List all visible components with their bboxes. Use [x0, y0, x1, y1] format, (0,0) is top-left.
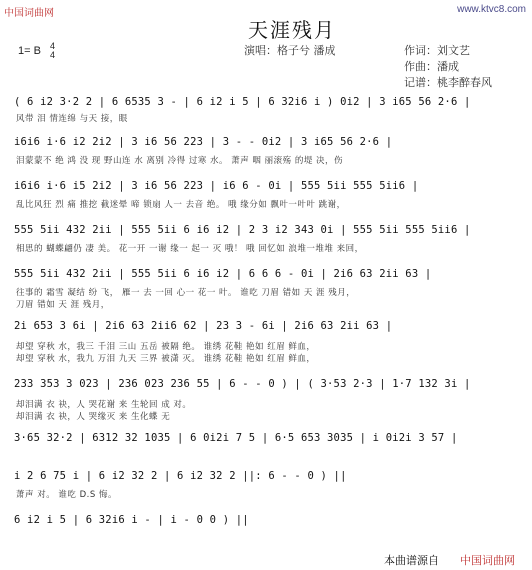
- song-title: 天涯残月: [248, 18, 336, 42]
- footer-site-name: 中国词曲网: [460, 555, 515, 567]
- time-bottom: 4: [50, 50, 56, 60]
- lyric-row-3: 乱比风狂 烈 痛 推挖 截迷晕 啼 锁扇 人一 去音 绝。 哦 缘分如 飘叶一叶叶 跳谢，: [16, 200, 346, 210]
- key-label: 1= B: [18, 44, 41, 57]
- notation-row-5: 555 5ii 432 2ii | 555 5ii 6 i6 i2 | 6 6 6 - 0i | 2i6 63 2ii 63 |: [14, 268, 432, 280]
- notation-row-7: 233 353 3 023 | 236 023 236 55 | 6 - - 0 ) | ( 3·53 2·3 | 1·7 132 3i |: [14, 378, 471, 390]
- time-top: 4: [50, 41, 56, 51]
- notation-row-4: 555 5ii 432 2ii | 555 5ii 6 i6 i2 | 2 3 i2 343 0i | 555 5ii 555 5ii6 |: [14, 224, 471, 236]
- lyric-row-5b: 刀眉 错如 天 涯 残月，: [16, 300, 110, 310]
- lyric-row-2: 泪蒙蒙不 绝 鸿 没 现 野山连 水 离别 冷得 过寒 水。 萧声 咽 丽滚殇 的堤 决，伤: [16, 156, 344, 166]
- transcriber-credit: 记谱：桃李醉春风: [404, 76, 492, 89]
- lyricist-credit: 作词：刘文艺: [404, 44, 470, 57]
- footer-source-label: 本曲谱源自: [384, 555, 439, 567]
- notation-row-6: 2i 653 3 6i | 2i6 63 2ii6 62 | 23 3 - 6i | 2i6 63 2ii 63 |: [14, 320, 393, 332]
- lyric-row-1: 风带 泪 情连绵 与天 接，眼: [16, 114, 128, 124]
- watermark-top-left: 中国词曲网: [4, 8, 54, 19]
- lyric-row-6a: 却望 穿秋 水，我三 千泪 三山 五岳 被隔 绝。 谁绣 花鞋 艳如 红眉 鲜血，: [16, 342, 316, 352]
- lyric-row-7b: 却泪满 衣 袂，人 哭缘灭 来 生化蝶 无: [16, 412, 171, 422]
- notation-row-8: 3·65 32·2 | 6312 32 1035 | 6 0i2i 7 5 | 6·5 653 3035 | i 0i2i 3 57 |: [14, 432, 458, 444]
- lyric-row-7a: 却泪满 衣 袂，人 哭花谢 来 生轮回 成 对。: [16, 400, 192, 410]
- notation-row-1: ( 6 i2 3·2 2 | 6 6535 3 - | 6 i2 i 5 | 6 32i6 i ) 0i2 | 3 i65 56 2·6 |: [14, 96, 471, 108]
- lyric-row-9: 萧声 对。 谁吃 D.S 悔。: [16, 490, 117, 500]
- notation-row-2: i6i6 i·6 i2 2i2 | 3 i6 56 223 | 3 - - 0i2 | 3 i65 56 2·6 |: [14, 136, 393, 148]
- lyric-row-4: 相思的 蝴蝶翩仍 凄 美。 花一开 一谢 缘一 起一 灭 哦！ 哦 回忆如 浪堆一堆堆 来回，: [16, 244, 364, 254]
- lyric-row-5a: 往事的 霜雪 凝结 纷 飞， 雁一 去 一回 心一 花一 叶。 谁吃 刀眉 错如 天 涯 残月，: [16, 288, 356, 298]
- notation-row-3: i6i6 i·6 i5 2i2 | 3 i6 56 223 | i6 6 - 0i | 555 5ii 555 5ii6 |: [14, 180, 419, 192]
- notation-row-10: 6 i2 i 5 | 6 32i6 i - | i - 0 0 ) ||: [14, 514, 249, 526]
- composer-credit: 作曲：潘成: [404, 60, 459, 73]
- watermark-top-right: www.ktvc8.com: [457, 4, 526, 15]
- singer-credit: 演唱：格子兮 潘成: [244, 44, 336, 57]
- key-signature: [18, 42, 55, 60]
- lyric-row-6b: 却望 穿秋 水，我九 万泪 九天 三界 被潇 灭。 谁绣 花鞋 艳如 红眉 鲜血，: [16, 354, 316, 364]
- time-signature: [50, 42, 55, 60]
- notation-row-9: i 2 6 75 i | 6 i2 32 2 | 6 i2 32 2 ||: 6 - - 0 ) ||: [14, 470, 347, 482]
